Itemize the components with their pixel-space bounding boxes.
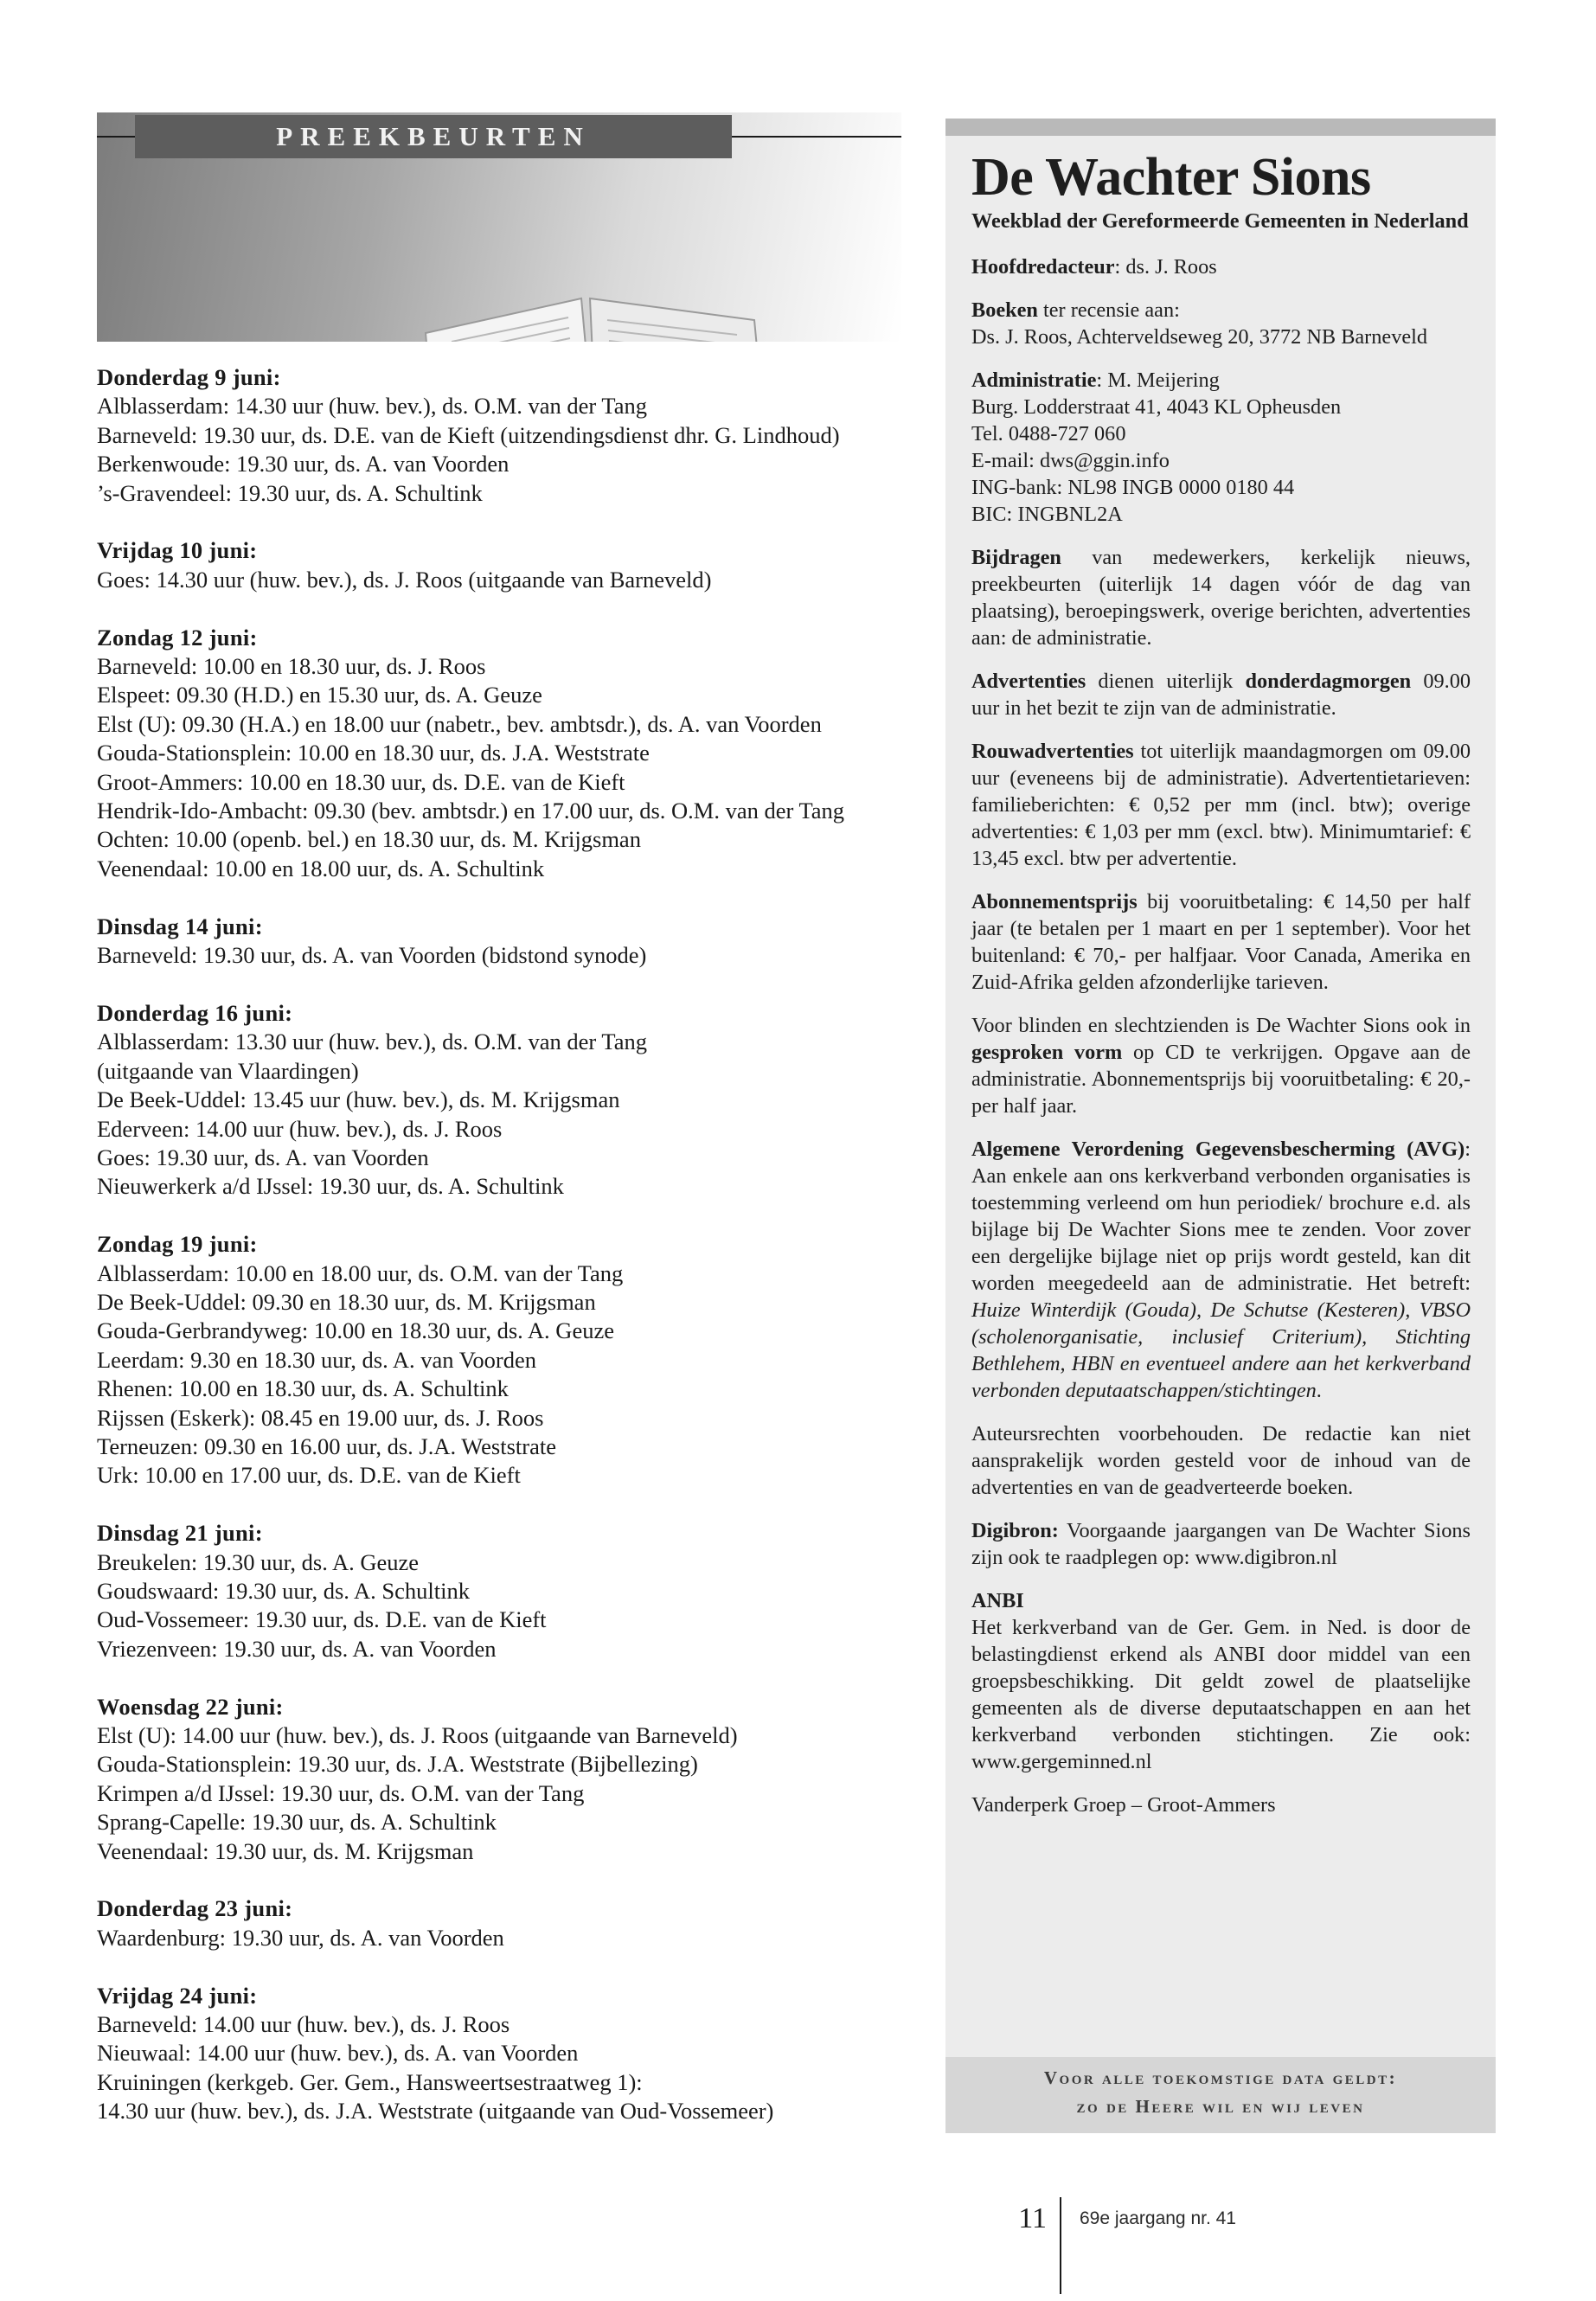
service-entry: Gouda-Stationsplein: 10.00 en 18.30 uur, ds. J.A. Weststrate	[97, 740, 650, 766]
service-entry: Goudswaard: 19.30 uur, ds. A. Schultink	[97, 1577, 471, 1604]
magazine-subtitle: Weekblad der Gereformeerde Gemeenten in Nederland	[971, 209, 1469, 233]
service-entry: Elst (U): 09.30 (H.A.) en 18.00 uur (nabetr., bev. ambtsdr.), ds. A. van Voorden	[97, 710, 822, 737]
service-entry: Rhenen: 10.00 en 18.30 uur, ds. A. Schultink	[97, 1375, 509, 1402]
anbi-block	[971, 1587, 1471, 1775]
service-entry: Gouda-Stationsplein: 19.30 uur, ds. J.A. Weststrate (Bijbellezing)	[97, 1751, 698, 1778]
service-entry: (uitgaande van Vlaardingen)	[97, 1057, 359, 1084]
schedule-day	[97, 913, 901, 971]
ads-text-2: 09.00 uur in het bezit te zijn van de administratie.	[971, 670, 1471, 720]
schedule-day	[97, 1693, 901, 1866]
service-entry: De Beek-Uddel: 13.45 uur (huw. bev.), ds. M. Krijgsman	[97, 1086, 620, 1113]
schedule-day	[97, 1519, 901, 1663]
schedule-date: Donderdag 23 juni:	[97, 1895, 293, 1922]
mourning-ads-block	[971, 738, 1471, 872]
page-number: 11	[1018, 2202, 1047, 2234]
books-address: Ds. J. Roos, Achterveldseweg 20, 3772 NB Barneveld	[971, 325, 1428, 349]
admin-bank: ING-bank: NL98 INGB 0000 0180 44	[971, 476, 1295, 499]
service-entry: Krimpen a/d IJssel: 19.30 uur, ds. O.M. van der Tang	[97, 1779, 585, 1806]
schedule-day	[97, 1982, 901, 2126]
service-entry: Barneveld: 19.30 uur, ds. D.E. van de Kieft (uitzendingsdienst dhr. G. Lindhoud)	[97, 421, 840, 448]
service-entry: Goes: 19.30 uur, ds. A. van Voorden	[97, 1144, 429, 1170]
schedule-date: Donderdag 9 juni:	[97, 364, 281, 390]
closing-line-1: Voor alle toekomstige data geldt:	[1043, 2067, 1398, 2088]
service-entry: Ochten: 10.00 (openb. bel.) en 18.30 uur, ds. M. Krijgsman	[97, 826, 641, 853]
service-entry: Veenendaal: 10.00 en 18.00 uur, ds. A. Schultink	[97, 855, 545, 881]
service-schedule	[97, 363, 901, 2155]
advertisements-block	[971, 668, 1471, 721]
contributions-block	[971, 544, 1471, 651]
open-book-icon	[391, 281, 789, 342]
copyright-block: Auteursrechten voorbehouden. De redactie kan niet aansprakelijk worden gesteld voor de inhoud van de advertenties en van de geadverteerde boeken.	[971, 1422, 1471, 1499]
service-entry: Gouda-Gerbrandyweg: 10.00 en 18.30 uur, ds. A. Geuze	[97, 1317, 614, 1344]
subscription-text: bij vooruitbetaling: € 14,50 per half jaar (te betalen per 1 maart en per 1 september). Voor het buitenland: € 70,- per halfjaar. Voor Canada, Amerika en Zuid-Afrika gelden afzonderlijke tarieven.	[971, 890, 1471, 994]
service-entry: Vriezenveen: 19.30 uur, ds. A. van Voorden	[97, 1635, 497, 1662]
service-entry: Leerdam: 9.30 en 18.30 uur, ds. A. van Voorden	[97, 1346, 537, 1373]
schedule-date: Woensdag 22 juni:	[97, 1693, 284, 1720]
service-entry: Nieuwerkerk a/d IJssel: 19.30 uur, ds. A. Schultink	[97, 1173, 564, 1200]
service-entry: Elspeet: 09.30 (H.D.) en 15.30 uur, ds. A. Geuze	[97, 682, 542, 708]
service-entry: Elst (U): 14.00 uur (huw. bev.), ds. J. Roos (uitgaande van Barneveld)	[97, 1721, 738, 1748]
service-entry: Oud-Vossemeer: 19.30 uur, ds. D.E. van de Kieft	[97, 1606, 547, 1633]
administration-block	[971, 367, 1471, 528]
masthead-content	[971, 147, 1471, 1835]
schedule-day	[97, 536, 901, 594]
subscription-label: Abonnementsprijs	[971, 890, 1138, 913]
service-entry: Nieuwaal: 14.00 uur (huw. bev.), ds. A. van Voorden	[97, 2040, 579, 2067]
books-block	[971, 297, 1471, 350]
service-entry: Alblasserdam: 13.30 uur (huw. bev.), ds. O.M. van der Tang	[97, 1029, 647, 1055]
privacy-text: : Aan enkele aan ons kerkverband verbonden organisaties is toestemming verleend om hun periodiek/ brochure e.d. als bijlage bij De Wachter Sions mee te zenden. Voor zover een dergelijke bijlage niet op prijs wordt gesteld, kan dit worden meegedeeld aan de administratie. Het betreft:	[971, 1138, 1471, 1295]
contrib-text: van medewerkers, kerkelijk nieuws, preekbeurten (uiterlijk 14 dagen vóór de dag van plaatsing), beroepingswerk, overige berichten, advertenties aan: de administratie.	[971, 546, 1471, 650]
digibron-label: Digibron:	[971, 1519, 1059, 1542]
audio-text-1: Voor blinden en slechtzienden is De Wachter Sions ook in	[971, 1014, 1471, 1037]
anbi-label: ANBI	[971, 1589, 1024, 1612]
schedule-date: Zondag 19 juni:	[97, 1231, 258, 1258]
editor-block	[971, 253, 1471, 280]
closing-motto	[945, 2064, 1496, 2121]
schedule-date: Dinsdag 14 juni:	[97, 913, 263, 939]
audio-edition-block	[971, 1012, 1471, 1119]
admin-email: E-mail: dws@ggin.info	[971, 449, 1170, 472]
contrib-label: Bijdragen	[971, 546, 1061, 569]
service-entry: Breukelen: 19.30 uur, ds. A. Geuze	[97, 1548, 420, 1575]
service-entry: Terneuzen: 09.30 en 16.00 uur, ds. J.A. Weststrate	[97, 1433, 556, 1459]
service-entry: Alblasserdam: 10.00 en 18.00 uur, ds. O.M. van der Tang	[97, 1259, 624, 1286]
schedule-date: Donderdag 16 juni:	[97, 999, 293, 1026]
service-entry: Rijssen (Eskerk): 08.45 en 19.00 uur, ds. J. Roos	[97, 1404, 544, 1431]
privacy-organisations: Huize Winterdijk (Gouda), De Schutse (Kesteren), VBSO (scholenorganisatie, inclusief Criterium), Stichting Bethlehem, HBN en eventueel andere aan het kerkverband verbonden deputaatschappen/stichtingen	[971, 1298, 1471, 1402]
admin-value: : M. Meijering	[1096, 369, 1220, 392]
digibron-text: Voorgaande jaargangen van De Wachter Sions zijn ook te raadplegen op: www.digibron.nl	[971, 1519, 1471, 1569]
admin-address: Burg. Lodderstraat 41, 4043 KL Opheusden	[971, 395, 1342, 419]
books-label: Boeken	[971, 298, 1038, 322]
admin-phone: Tel. 0488-727 060	[971, 422, 1126, 445]
service-entry: Urk: 10.00 en 17.00 uur, ds. D.E. van de Kieft	[97, 1462, 521, 1489]
mourning-text: tot uiterlijk maandagmorgen om 09.00 uur (eveneens bij de administratie). Advertentietarieven: familieberichten: € 0,52 per mm (incl. btw); overige advertenties: € 1,03 per mm (excl. btw). Minimumtarief: € 13,45 excl. btw per advertentie.	[971, 740, 1471, 870]
service-entry: Ederveen: 14.00 uur (huw. bev.), ds. J. Roos	[97, 1115, 503, 1142]
anbi-text: Het kerkverband van de Ger. Gem. in Ned. is door de belastingdienst erkend als ANBI door middel van een groepsbeschikking. Dit geldt zowel de plaatselijke gemeenten als de diverse deputaatschappen en aan het kerkverband verbonden stichtingen. Zie ook: www.gergeminned.nl	[971, 1616, 1471, 1773]
service-entry: Barneveld: 10.00 en 18.30 uur, ds. J. Roos	[97, 653, 486, 680]
service-entry: Veenendaal: 19.30 uur, ds. M. Krijgsman	[97, 1837, 474, 1864]
audio-text-2: op CD te verkrijgen. Opgave aan de administratie. Abonnementsprijs bij vooruitbetaling: € 20,- per half jaar.	[971, 1041, 1471, 1118]
admin-bic: BIC: INGBNL2A	[971, 503, 1123, 526]
mourning-label: Rouwadvertenties	[971, 740, 1134, 763]
magazine-title: De Wachter Sions	[971, 148, 1371, 207]
service-entry: 14.30 uur (huw. bev.), ds. J.A. Weststrate (uitgaande van Oud-Vossemeer)	[97, 2098, 774, 2125]
service-entry: Barneveld: 19.30 uur, ds. A. van Voorden (bidstond synode)	[97, 942, 647, 969]
schedule-date: Vrijdag 10 juni:	[97, 537, 258, 564]
schedule-date: Vrijdag 24 juni:	[97, 1982, 258, 2009]
closing-line-2: zo de Heere wil en wij leven	[1076, 2096, 1365, 2117]
schedule-day	[97, 624, 901, 884]
schedule-date: Dinsdag 21 juni:	[97, 1520, 263, 1547]
subscription-block	[971, 888, 1471, 996]
service-entry: Waardenburg: 19.30 uur, ds. A. van Voorden	[97, 1924, 504, 1951]
footer-divider	[1060, 2197, 1061, 2294]
service-entry: Barneveld: 14.00 uur (huw. bev.), ds. J. Roos	[97, 2011, 510, 2038]
service-entry: Goes: 14.30 uur (huw. bev.), ds. J. Roos (uitgaande van Barneveld)	[97, 566, 712, 593]
service-entry: De Beek-Uddel: 09.30 en 18.30 uur, ds. M. Krijgsman	[97, 1288, 596, 1315]
schedule-day	[97, 363, 901, 508]
service-entry: Sprang-Capelle: 19.30 uur, ds. A. Schultink	[97, 1809, 497, 1836]
volume-info: 69e jaargang nr. 41	[1080, 2208, 1236, 2228]
service-entry: Groot-Ammers: 10.00 en 18.30 uur, ds. D.E. van de Kieft	[97, 768, 625, 795]
ads-label: Advertenties	[971, 670, 1086, 693]
digibron-block	[971, 1517, 1471, 1571]
service-entry: Alblasserdam: 14.30 uur (huw. bev.), ds. O.M. van der Tang	[97, 393, 647, 420]
audio-format: gesproken vorm	[971, 1041, 1123, 1064]
books-text: ter recensie aan:	[1037, 298, 1180, 322]
admin-label: Administratie	[971, 369, 1097, 392]
privacy-label: Algemene Verordening Gegevensbescherming (AVG)	[971, 1138, 1465, 1161]
service-entry: Berkenwoude: 19.30 uur, ds. A. van Voorden	[97, 451, 510, 478]
printer: Vanderperk Groep – Groot-Ammers	[971, 1793, 1276, 1817]
ads-text-1: dienen uiterlijk	[1086, 670, 1246, 693]
editor-label: Hoofdredacteur	[971, 255, 1115, 279]
schedule-day	[97, 1230, 901, 1490]
service-entry: ’s-Gravendeel: 19.30 uur, ds. A. Schultink	[97, 479, 483, 506]
section-heading: PREEKBEURTEN	[135, 115, 732, 158]
service-entry: Kruiningen (kerkgeb. Ger. Gem., Hansweertsestraatweg 1):	[97, 2068, 643, 2095]
editor-value: : ds. J. Roos	[1114, 255, 1217, 279]
schedule-date: Zondag 12 juni:	[97, 624, 258, 651]
privacy-end: .	[1316, 1379, 1322, 1402]
schedule-day	[97, 1894, 901, 1952]
service-entry: Hendrik-Ido-Ambacht: 09.30 (bev. ambtsdr.) en 17.00 uur, ds. O.M. van der Tang	[97, 798, 845, 824]
schedule-day	[97, 999, 901, 1202]
privacy-block	[971, 1136, 1471, 1404]
ads-deadline: donderdagmorgen	[1245, 670, 1412, 693]
